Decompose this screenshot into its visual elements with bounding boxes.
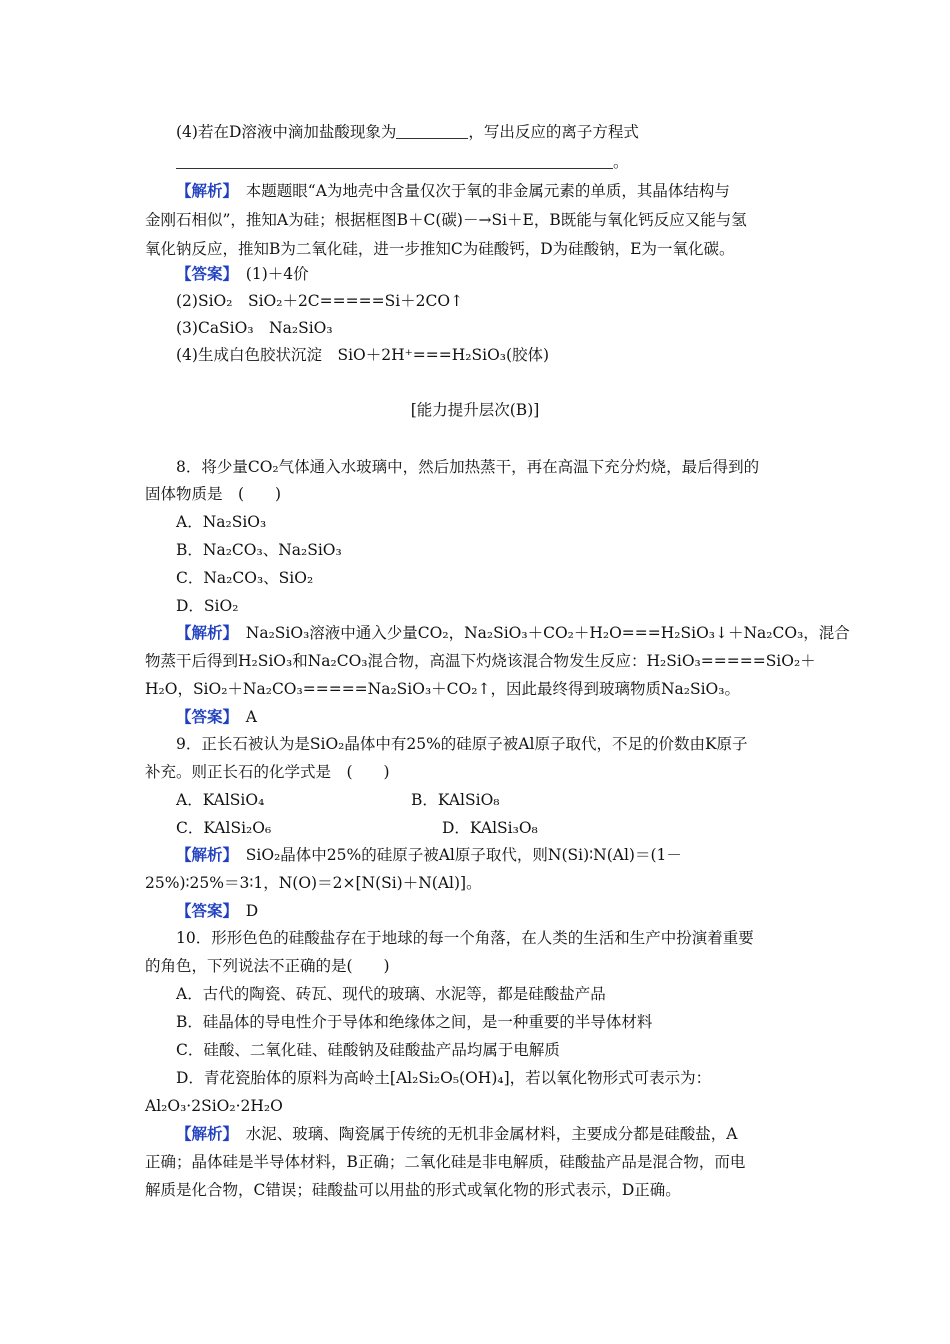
q9-answer-line: [176, 901, 258, 921]
q10-analysis-line-1: [176, 1124, 737, 1144]
q10-analysis-line-2: 正确；晶体硅是半导体材料，B正确；二氧化硅是非电解质，硅酸盐产品是混合物，而电: [145, 1153, 746, 1171]
q9-option-b: B．KAlSiO₈: [411, 791, 500, 809]
q9-analysis-line-1: [176, 845, 682, 865]
q10-option-a: A．古代的陶瓷、砖瓦、现代的玻璃、水泥等，都是硅酸盐产品: [176, 985, 606, 1003]
q10-stem-line-2: 的角色，下列说法不正确的是( ): [145, 957, 390, 975]
q8-analysis-line-2: 物蒸干后得到H₂SiO₃和Na₂CO₃混合物，高温下灼烧该混合物发生反应：H₂SiO₃=====SiO₂＋: [145, 652, 816, 670]
q10-option-d: D．青花瓷胎体的原料为高岭土[Al₂Si₂O₅(OH)₄]，若以氧化物形式可表示为：: [176, 1069, 712, 1087]
q9-answer: D: [245, 902, 259, 920]
q9-option-a: A．KAlSiO₄: [176, 791, 265, 809]
equation-blank: [176, 154, 613, 169]
q10-option-b: B．硅晶体的导电性介于导体和绝缘体之间，是一种重要的半导体材料: [176, 1013, 653, 1031]
q9-option-d: D．KAlSi₃O₈: [442, 819, 538, 837]
q10-option-d-continued: Al₂O₃·2SiO₂·2H₂O: [145, 1097, 283, 1115]
analysis-label: 【解析】: [176, 1124, 231, 1143]
q9-analysis-text-1: SiO₂晶体中25%的硅原子被Al原子取代，则N(Si)∶N(Al)＝(1－: [245, 846, 682, 864]
q7-answer-1: (1)＋4价: [245, 265, 309, 283]
q8-option-a: A．Na₂SiO₃: [176, 513, 267, 531]
q7-part4-tail: 。: [613, 153, 629, 171]
q9-analysis-line-2: 25%)∶25%＝3∶1，N(O)＝2×[N(Si)＋N(Al)]。: [145, 874, 482, 892]
q7-answer-4: (4)生成白色胶状沉淀 SiO＋2H⁺===H₂SiO₃(胶体): [176, 346, 550, 364]
q7-part4-mid: ，写出反应的离子方程式: [468, 123, 639, 141]
q7-analysis-line-2: 金刚石相似”，推知A为硅；根据框图B＋C(碳)－→Si＋E，B既能与氧化钙反应又能与氢: [145, 211, 747, 229]
q8-analysis-line-3: H₂O，SiO₂＋Na₂CO₃=====Na₂SiO₃＋CO₂↑，因此最终得到玻璃物质Na₂SiO₃。: [145, 680, 740, 698]
q7-part4-line: [176, 122, 639, 142]
q8-stem-line-2: 固体物质是 ( ): [145, 485, 282, 503]
q10-stem-line-1: 10．形形色色的硅酸盐存在于地球的每一个角落，在人类的生活和生产中扮演着重要: [176, 929, 754, 947]
q8-answer: A: [245, 708, 257, 726]
q7-analysis-text-1: 本题题眼“A为地壳中含量仅次于氧的非金属元素的单质，其晶体结构与: [245, 182, 730, 200]
q8-stem-line-1: 8．将少量CO₂气体通入水玻璃中，然后加热蒸干，再在高温下充分灼烧，最后得到的: [176, 458, 760, 476]
answer-blank: [396, 124, 468, 139]
q10-option-c: C．硅酸、二氧化硅、硅酸钠及硅酸盐产品均属于电解质: [176, 1041, 560, 1059]
q8-analysis-text-1: Na₂SiO₃溶液中通入少量CO₂，Na₂SiO₃＋CO₂＋H₂O===H₂SiO₃↓＋Na₂CO₃，混合: [245, 624, 850, 642]
q7-answer-2: (2)SiO₂ SiO₂＋2C=====Si＋2CO↑: [176, 292, 464, 310]
q8-option-b: B．Na₂CO₃、Na₂SiO₃: [176, 541, 342, 559]
q8-answer-line: [176, 707, 257, 727]
q9-option-c: C．KAlSi₂O₆: [176, 819, 272, 837]
q7-analysis-line-1: [176, 181, 730, 201]
q10-analysis-line-3: 解质是化合物，C错误；硅酸盐可以用盐的形式或氧化物的形式表示，D正确。: [145, 1181, 681, 1199]
q7-answer-line-1: [176, 264, 309, 284]
analysis-label: 【解析】: [176, 623, 231, 642]
section-title: [能力提升层次(B)]: [410, 401, 540, 419]
q8-analysis-line-1: [176, 623, 850, 643]
q7-answer-3: (3)CaSiO₃ Na₂SiO₃: [176, 319, 333, 337]
q10-analysis-text-1: 水泥、玻璃、陶瓷属于传统的无机非金属材料，主要成分都是硅酸盐，A: [245, 1125, 738, 1143]
answer-label: 【答案】: [176, 901, 231, 920]
q8-option-c: C．Na₂CO₃、SiO₂: [176, 569, 314, 587]
q8-option-d: D．SiO₂: [176, 597, 239, 615]
analysis-label: 【解析】: [176, 181, 231, 200]
q7-part4-prefix: (4)若在D溶液中滴加盐酸现象为: [176, 123, 397, 141]
q7-analysis-line-3: 氧化钠反应，推知B为二氧化硅，进一步推知C为硅酸钙，D为硅酸钠，E为一氧化碳。: [145, 240, 735, 258]
answer-label: 【答案】: [176, 707, 231, 726]
q9-stem-line-1: 9．正长石被认为是SiO₂晶体中有25%的硅原子被Al原子取代，不足的价数由K原子: [176, 735, 748, 753]
q7-part4-equation-line: [176, 152, 629, 172]
q9-stem-line-2: 补充。则正长石的化学式是 ( ): [145, 763, 390, 781]
analysis-label: 【解析】: [176, 845, 231, 864]
answer-label: 【答案】: [176, 264, 231, 283]
